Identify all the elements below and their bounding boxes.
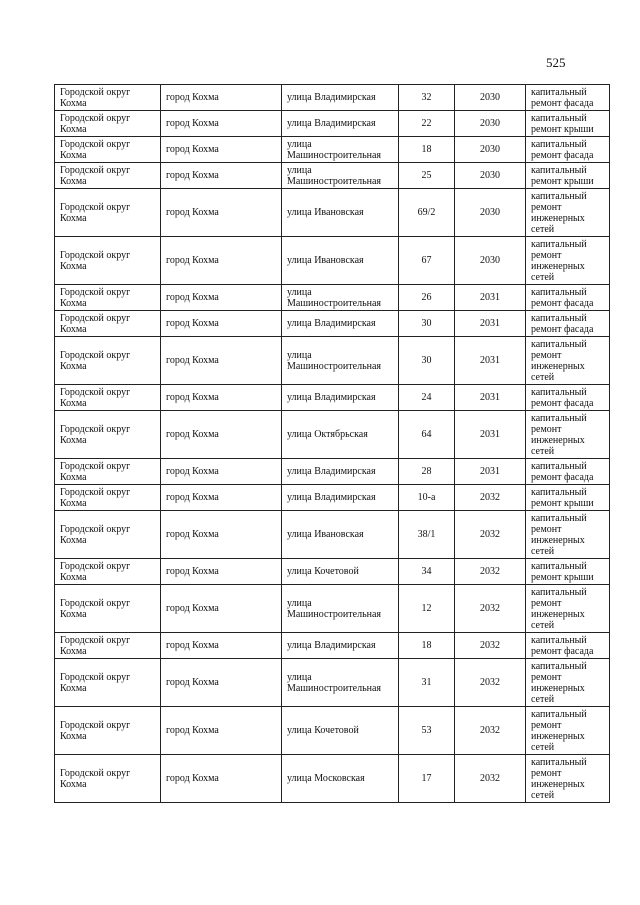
city-cell: город Кохма: [161, 411, 282, 459]
year-cell: 2032: [455, 585, 526, 633]
house-number-cell: 31: [399, 659, 455, 707]
house-number-cell: 28: [399, 459, 455, 485]
street-cell: улица Владимирская: [282, 459, 399, 485]
district-cell: Городской округ Кохма: [55, 707, 161, 755]
year-cell: 2030: [455, 137, 526, 163]
house-number-cell: 18: [399, 633, 455, 659]
city-cell: город Кохма: [161, 755, 282, 803]
work-type-cell: капитальный ремонт инженерных сетей: [526, 337, 610, 385]
year-cell: 2032: [455, 707, 526, 755]
work-type-cell: капитальный ремонт инженерных сетей: [526, 511, 610, 559]
table-row: [55, 659, 610, 707]
work-type-cell: капитальный ремонт крыши: [526, 111, 610, 137]
street-cell: улица Машиностроительная: [282, 285, 399, 311]
year-cell: 2032: [455, 511, 526, 559]
street-cell: улица Машиностроительная: [282, 585, 399, 633]
street-cell: улица Кочетовой: [282, 559, 399, 585]
city-cell: город Кохма: [161, 337, 282, 385]
year-cell: 2032: [455, 659, 526, 707]
work-type-cell: капитальный ремонт фасада: [526, 137, 610, 163]
city-cell: город Кохма: [161, 163, 282, 189]
house-number-cell: 30: [399, 337, 455, 385]
work-type-cell: капитальный ремонт крыши: [526, 485, 610, 511]
house-number-cell: 53: [399, 707, 455, 755]
city-cell: город Кохма: [161, 485, 282, 511]
work-type-cell: капитальный ремонт фасада: [526, 385, 610, 411]
work-type-cell: капитальный ремонт инженерных сетей: [526, 411, 610, 459]
district-cell: Городской округ Кохма: [55, 137, 161, 163]
table-row: [55, 337, 610, 385]
work-type-cell: капитальный ремонт крыши: [526, 163, 610, 189]
year-cell: 2031: [455, 285, 526, 311]
work-type-cell: капитальный ремонт фасада: [526, 311, 610, 337]
table-row: [55, 85, 610, 111]
house-number-cell: 17: [399, 755, 455, 803]
year-cell: 2031: [455, 411, 526, 459]
house-number-cell: 69/2: [399, 189, 455, 237]
house-number-cell: 18: [399, 137, 455, 163]
city-cell: город Кохма: [161, 285, 282, 311]
year-cell: 2030: [455, 163, 526, 189]
district-cell: Городской округ Кохма: [55, 485, 161, 511]
district-cell: Городской округ Кохма: [55, 659, 161, 707]
district-cell: Городской округ Кохма: [55, 311, 161, 337]
house-number-cell: 34: [399, 559, 455, 585]
table-row: [55, 189, 610, 237]
year-cell: 2031: [455, 459, 526, 485]
table-row: [55, 163, 610, 189]
year-cell: 2031: [455, 311, 526, 337]
district-cell: Городской округ Кохма: [55, 559, 161, 585]
table-row: [55, 285, 610, 311]
district-cell: Городской округ Кохма: [55, 111, 161, 137]
table-row: [55, 237, 610, 285]
table-row: [55, 633, 610, 659]
table-row: [55, 111, 610, 137]
table-row: [55, 511, 610, 559]
year-cell: 2031: [455, 385, 526, 411]
table-row: [55, 755, 610, 803]
year-cell: 2032: [455, 485, 526, 511]
table-row: [55, 707, 610, 755]
street-cell: улица Владимирская: [282, 485, 399, 511]
city-cell: город Кохма: [161, 311, 282, 337]
house-number-cell: 38/1: [399, 511, 455, 559]
work-type-cell: капитальный ремонт инженерных сетей: [526, 707, 610, 755]
street-cell: улица Ивановская: [282, 237, 399, 285]
district-cell: Городской округ Кохма: [55, 633, 161, 659]
street-cell: улица Октябрьская: [282, 411, 399, 459]
district-cell: Городской округ Кохма: [55, 189, 161, 237]
district-cell: Городской округ Кохма: [55, 511, 161, 559]
house-number-cell: 67: [399, 237, 455, 285]
street-cell: улица Владимирская: [282, 633, 399, 659]
table-row: [55, 559, 610, 585]
table-row: [55, 459, 610, 485]
page-number: 525: [546, 55, 566, 70]
table-body: [55, 85, 610, 803]
district-cell: Городской округ Кохма: [55, 285, 161, 311]
work-type-cell: капитальный ремонт фасада: [526, 459, 610, 485]
house-number-cell: 24: [399, 385, 455, 411]
table-row: [55, 137, 610, 163]
year-cell: 2031: [455, 337, 526, 385]
year-cell: 2030: [455, 111, 526, 137]
district-cell: Городской округ Кохма: [55, 163, 161, 189]
city-cell: город Кохма: [161, 707, 282, 755]
city-cell: город Кохма: [161, 189, 282, 237]
table-row: [55, 385, 610, 411]
house-number-cell: 32: [399, 85, 455, 111]
house-number-cell: 12: [399, 585, 455, 633]
city-cell: город Кохма: [161, 633, 282, 659]
year-cell: 2032: [455, 559, 526, 585]
house-number-cell: 30: [399, 311, 455, 337]
district-cell: Городской округ Кохма: [55, 755, 161, 803]
city-cell: город Кохма: [161, 111, 282, 137]
work-type-cell: капитальный ремонт фасада: [526, 633, 610, 659]
district-cell: Городской округ Кохма: [55, 337, 161, 385]
street-cell: улица Машиностроительная: [282, 659, 399, 707]
street-cell: улица Владимирская: [282, 311, 399, 337]
table-row: [55, 585, 610, 633]
street-cell: улица Владимирская: [282, 85, 399, 111]
work-type-cell: капитальный ремонт инженерных сетей: [526, 237, 610, 285]
year-cell: 2032: [455, 633, 526, 659]
repair-schedule-table: [54, 84, 610, 803]
work-type-cell: капитальный ремонт фасада: [526, 85, 610, 111]
work-type-cell: капитальный ремонт инженерных сетей: [526, 659, 610, 707]
street-cell: улица Кочетовой: [282, 707, 399, 755]
city-cell: город Кохма: [161, 659, 282, 707]
year-cell: 2032: [455, 755, 526, 803]
district-cell: Городской округ Кохма: [55, 385, 161, 411]
work-type-cell: капитальный ремонт инженерных сетей: [526, 189, 610, 237]
street-cell: улица Машиностроительная: [282, 137, 399, 163]
house-number-cell: 64: [399, 411, 455, 459]
street-cell: улица Владимирская: [282, 385, 399, 411]
house-number-cell: 10-а: [399, 485, 455, 511]
year-cell: 2030: [455, 237, 526, 285]
district-cell: Городской округ Кохма: [55, 85, 161, 111]
work-type-cell: капитальный ремонт инженерных сетей: [526, 755, 610, 803]
street-cell: улица Владимирская: [282, 111, 399, 137]
street-cell: улица Ивановская: [282, 511, 399, 559]
street-cell: улица Машиностроительная: [282, 337, 399, 385]
house-number-cell: 25: [399, 163, 455, 189]
city-cell: город Кохма: [161, 385, 282, 411]
street-cell: улица Московская: [282, 755, 399, 803]
district-cell: Городской округ Кохма: [55, 237, 161, 285]
city-cell: город Кохма: [161, 137, 282, 163]
street-cell: улица Машиностроительная: [282, 163, 399, 189]
table-row: [55, 485, 610, 511]
city-cell: город Кохма: [161, 85, 282, 111]
city-cell: город Кохма: [161, 237, 282, 285]
city-cell: город Кохма: [161, 511, 282, 559]
street-cell: улица Ивановская: [282, 189, 399, 237]
district-cell: Городской округ Кохма: [55, 411, 161, 459]
work-type-cell: капитальный ремонт фасада: [526, 285, 610, 311]
district-cell: Городской округ Кохма: [55, 459, 161, 485]
table-row: [55, 411, 610, 459]
year-cell: 2030: [455, 189, 526, 237]
city-cell: город Кохма: [161, 459, 282, 485]
house-number-cell: 26: [399, 285, 455, 311]
table-row: [55, 311, 610, 337]
city-cell: город Кохма: [161, 559, 282, 585]
district-cell: Городской округ Кохма: [55, 585, 161, 633]
work-type-cell: капитальный ремонт инженерных сетей: [526, 585, 610, 633]
house-number-cell: 22: [399, 111, 455, 137]
year-cell: 2030: [455, 85, 526, 111]
city-cell: город Кохма: [161, 585, 282, 633]
work-type-cell: капитальный ремонт крыши: [526, 559, 610, 585]
